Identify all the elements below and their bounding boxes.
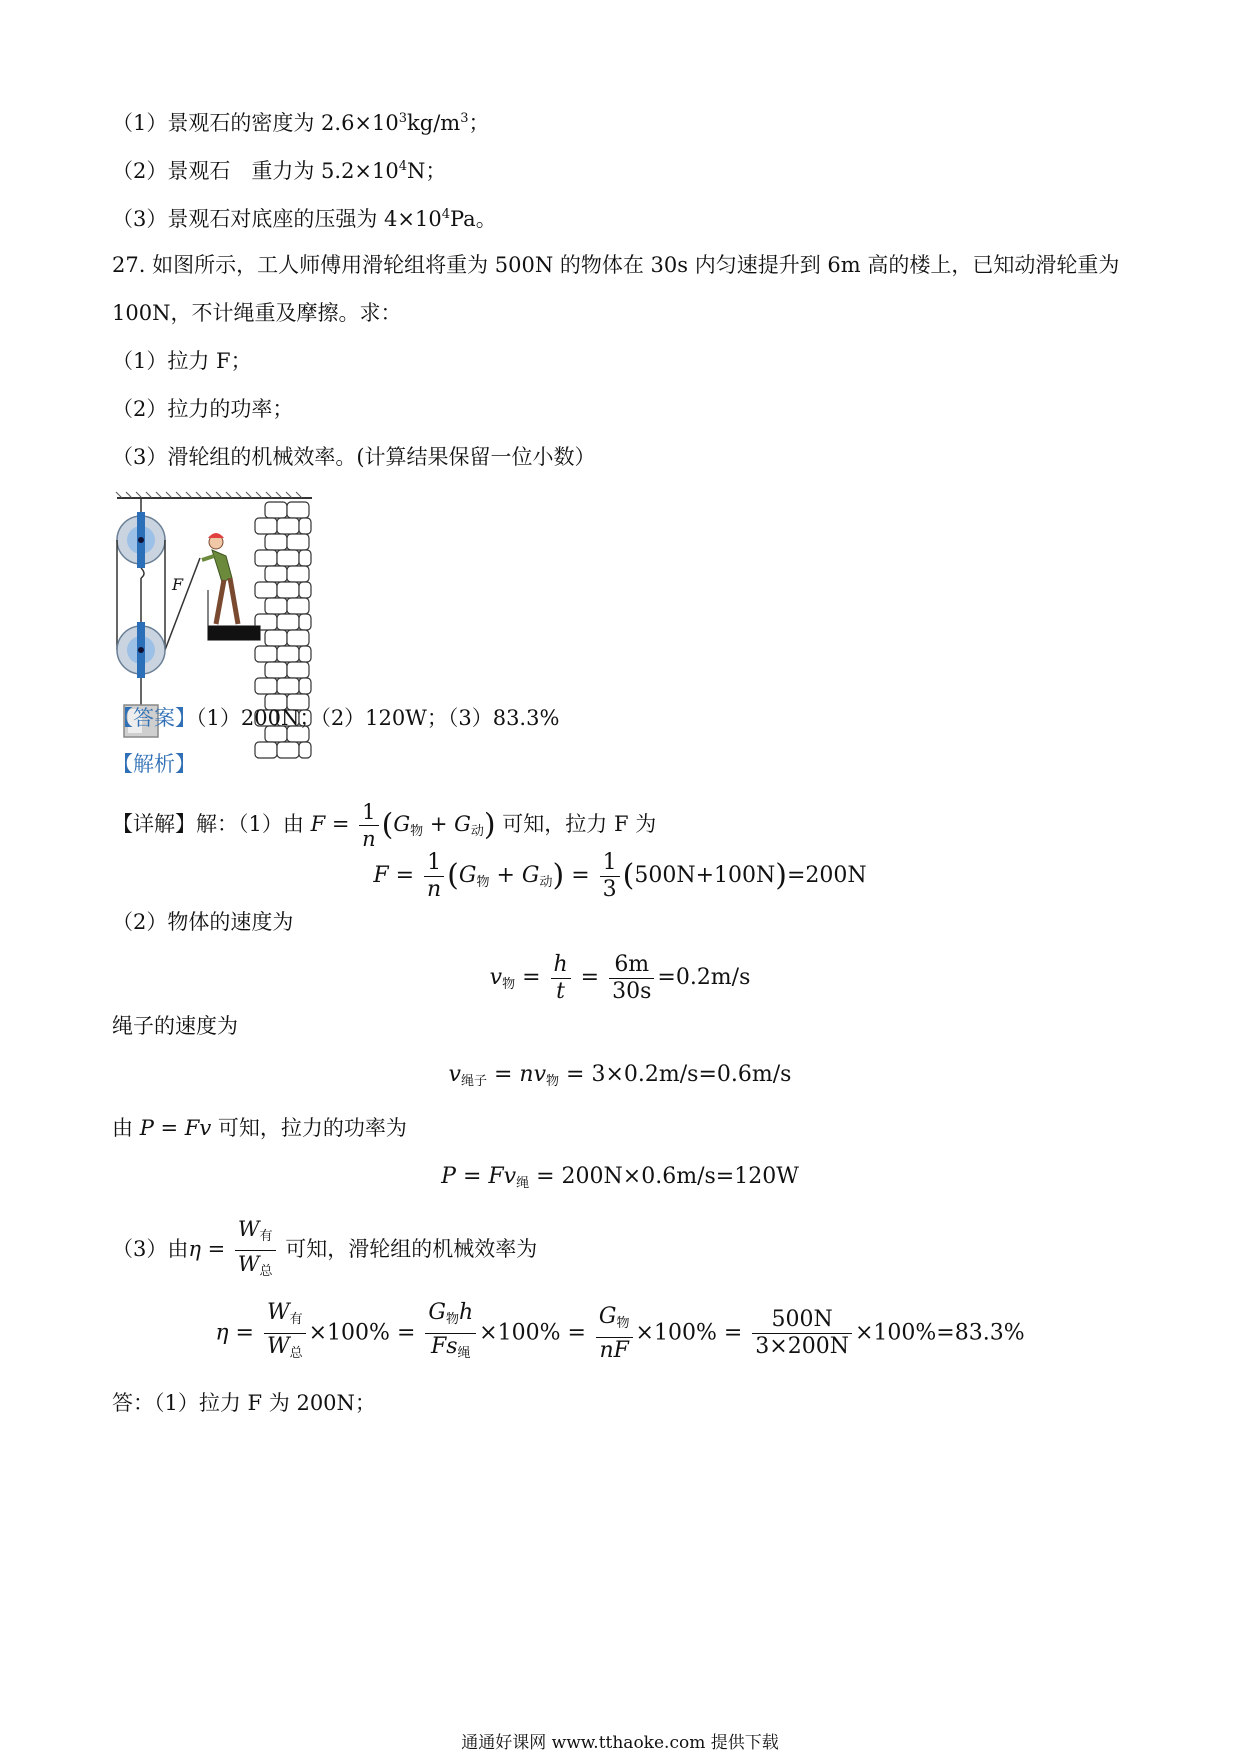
equation-1: F = $\frac{1}{n}$ $(G_物 + G_动)$ = $\frac{1}{3}$ (500N+100N)=200N bbox=[373, 849, 867, 902]
rope-speed-label: 绳子的速度为 bbox=[112, 1014, 238, 1038]
power-intro: 由 P = Fv 可知，拉力的功率为 bbox=[112, 1116, 407, 1140]
detail-step3: （3）由η = $\frac{W_有}{W_总}$ 可知，滑轮组的机械效率为 bbox=[112, 1217, 538, 1279]
result-pressure: （3）景观石对底座的压强为 $4\times 10^4Pa$。 bbox=[112, 207, 497, 231]
final-answer: 答：（1）拉力 F 为 200N； bbox=[112, 1391, 376, 1415]
force-label: F bbox=[172, 575, 184, 594]
answer-line bbox=[112, 703, 559, 733]
platform bbox=[208, 626, 260, 640]
detail-step1: 【详解】解：（1）由 F = $\frac{1}{n}$ $(G_物 + G_动)$ 可知，拉力 F 为 bbox=[112, 800, 657, 851]
equation-3: $v_{绳子} = nv_物 = 3\times 0.2m/s=0.6m/s$ bbox=[448, 1062, 792, 1089]
equation-2: $v_物$ = $\frac{h}{t}$ = $\frac{6m}{30s}$ =0.2m/s bbox=[489, 951, 751, 1004]
equation-5: η = $\frac{W_有}{W_总}$ ×100% = $\frac{G_物h}{Fs_绳}$ ×100% = $\frac{G_物}{nF}$ ×100% = $\frac{500N}{3\times 200N}$ ×100%=83.3% bbox=[215, 1300, 1025, 1363]
worker-icon bbox=[202, 533, 238, 624]
question-27-line1: 27. 如图所示，工人师傅用滑轮组将重为 500N 的物体在 30s 内匀速提升到 6m 高的楼上，已知动滑轮重为 bbox=[112, 253, 1120, 277]
footer-credit: 通通好课网 www.tthaoke.com 提供下载 bbox=[461, 1733, 779, 1753]
result-density: （1）景观石的密度为 $2.6\times 10^3kg/m^3$； bbox=[112, 111, 490, 135]
question-27-sub3: （3）滑轮组的机械效率。(计算结果保留一位小数） bbox=[112, 445, 596, 469]
detail-step2: （2）物体的速度为 bbox=[112, 910, 294, 934]
question-27-sub1: （1）拉力 F； bbox=[112, 349, 252, 373]
result-gravity: （2）景观石 重力为 $5.2\times 10^4N$； bbox=[112, 159, 447, 183]
equation-4: $P = Fv_绳 = 200N\times 0.6m/s=120W$ bbox=[441, 1164, 799, 1191]
answer-tag: 【答案】 bbox=[112, 706, 196, 730]
answer-text: （1）200N；（2）120W；（3）83.3% bbox=[196, 706, 560, 730]
question-27-sub2: （2）拉力的功率； bbox=[112, 397, 294, 421]
analysis-tag: 【解析】 bbox=[112, 752, 196, 776]
question-27-line2: 100N，不计绳重及摩擦。求： bbox=[112, 301, 402, 325]
